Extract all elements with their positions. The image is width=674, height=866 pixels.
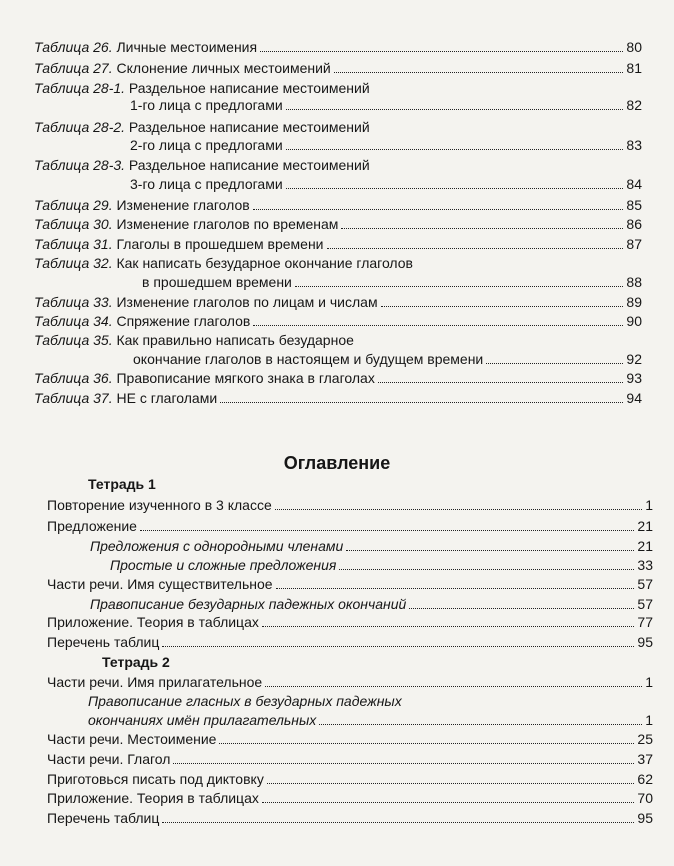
page-number: 62	[637, 771, 653, 787]
page-number: 37	[637, 751, 653, 767]
table-entry-continuation	[142, 273, 642, 291]
table-entry-continuation	[130, 136, 642, 154]
table-title: Как правильно написать безударное	[116, 332, 354, 348]
page-number: 95	[637, 634, 653, 650]
table-entry	[34, 118, 370, 136]
toc-entry	[47, 517, 653, 535]
table-entry	[34, 389, 642, 407]
page-number: 88	[626, 274, 642, 290]
page-number: 90	[626, 313, 642, 329]
table-title: Раздельное написание местоимений	[128, 80, 370, 96]
dot-leader	[220, 402, 623, 403]
page-number: 70	[637, 790, 653, 806]
dot-leader	[286, 109, 624, 110]
table-entry	[34, 215, 642, 233]
page-number: 85	[626, 197, 642, 213]
table-number: Таблица 26.	[34, 39, 113, 55]
table-entry	[34, 59, 642, 77]
toc-entry: Правописание гласных в безударных падежных	[88, 693, 402, 709]
table-title: Изменение глаголов	[116, 197, 250, 213]
toc-entry-text: Части речи. Глагол	[47, 751, 171, 767]
page-number: 93	[626, 370, 642, 386]
dot-leader	[162, 822, 634, 823]
toc-entry	[47, 750, 653, 768]
table-title: Раздельное написание местоимений	[128, 119, 370, 135]
dot-leader	[286, 188, 624, 189]
toc-entry-text: Приложение. Теория в таблицах	[47, 614, 259, 630]
book2-title: Тетрадь 2	[102, 654, 170, 670]
table-entry	[34, 38, 642, 56]
dot-leader	[286, 149, 624, 150]
page-number: 33	[637, 557, 653, 573]
dot-leader	[381, 306, 624, 307]
table-title: Раздельное написание местоимений	[128, 157, 370, 173]
toc-entry-text: окончаниях имён прилагательных	[88, 712, 317, 728]
table-entry	[34, 293, 642, 311]
dot-leader	[319, 724, 642, 725]
toc-entry-text: Правописание безударных падежных окончаний	[90, 596, 407, 612]
dot-leader	[378, 382, 624, 383]
dot-leader	[262, 626, 635, 627]
page-number: 1	[645, 497, 653, 513]
dot-leader	[341, 228, 623, 229]
table-title: Глаголы в прошедшем времени	[116, 236, 324, 252]
dot-leader	[334, 72, 624, 73]
table-number: Таблица 34.	[34, 313, 113, 329]
dot-leader	[295, 286, 624, 287]
table-entry	[34, 369, 642, 387]
table-title-line2: в прошедшем времени	[142, 274, 292, 290]
table-number: Таблица 35.	[34, 332, 113, 348]
toc-entry-text: Части речи. Местоимение	[47, 731, 217, 747]
toc-heading: Оглавление	[283, 453, 391, 473]
table-entry	[34, 312, 642, 330]
table-entry	[34, 254, 413, 272]
toc-entry-text: Повторение изученного в 3 классе	[47, 497, 272, 513]
dot-leader	[173, 763, 634, 764]
dot-leader	[486, 363, 623, 364]
toc-entry-text: Приготовься писать под диктовку	[47, 771, 264, 787]
table-number: Таблица 28-3.	[34, 157, 126, 173]
table-number: Таблица 33.	[34, 294, 113, 310]
table-number: Таблица 28-1.	[34, 80, 126, 96]
toc-entry	[47, 789, 653, 807]
table-title: Личные местоимения	[116, 39, 258, 55]
dot-leader	[140, 530, 634, 531]
toc-entry-text: Части речи. Имя прилагательное	[47, 674, 263, 690]
table-title-line2: 2-го лица с предлогами	[130, 137, 283, 153]
table-entry	[34, 79, 370, 97]
page-number: 84	[626, 176, 642, 192]
page-number: 92	[626, 351, 642, 367]
table-title-line2: 1-го лица с предлогами	[130, 97, 283, 113]
table-title: Как написать безударное окончание глаголов	[116, 255, 413, 271]
page-number: 25	[637, 731, 653, 747]
toc-entry-text: Предложение	[47, 518, 137, 534]
table-number: Таблица 36.	[34, 370, 113, 386]
page-number: 89	[626, 294, 642, 310]
table-entry-continuation	[130, 175, 642, 193]
table-entry	[34, 196, 642, 214]
toc-entry-text: Части речи. Имя существительное	[47, 576, 273, 592]
toc-entry	[47, 496, 653, 514]
page-number: 83	[626, 137, 642, 153]
dot-leader	[262, 802, 635, 803]
page-number: 21	[637, 518, 653, 534]
table-title: Правописание мягкого знака в глаголах	[116, 370, 375, 386]
page-number: 80	[626, 39, 642, 55]
dot-leader	[267, 783, 635, 784]
table-title: НЕ с глаголами	[116, 390, 218, 406]
page-number: 87	[626, 236, 642, 252]
table-entry	[34, 331, 354, 349]
dot-leader	[327, 248, 624, 249]
table-number: Таблица 37.	[34, 390, 113, 406]
dot-leader	[346, 550, 634, 551]
page-number: 81	[626, 60, 642, 76]
table-title: Изменение глаголов по временам	[116, 216, 339, 232]
page-number: 82	[626, 97, 642, 113]
table-entry	[34, 235, 642, 253]
toc-entry	[47, 633, 653, 651]
dot-leader	[219, 743, 634, 744]
dot-leader	[260, 51, 623, 52]
dot-leader	[162, 646, 634, 647]
page-number: 95	[637, 810, 653, 826]
table-title-line2: 3-го лица с предлогами	[130, 176, 283, 192]
toc-entry-continuation	[88, 711, 653, 729]
page-number: 21	[637, 538, 653, 554]
dot-leader	[265, 686, 642, 687]
dot-leader	[253, 209, 624, 210]
toc-entry	[47, 575, 653, 593]
table-number: Таблица 27.	[34, 60, 113, 76]
toc-entry-text: Перечень таблиц	[47, 634, 160, 650]
page-number: 86	[626, 216, 642, 232]
toc-entry	[90, 537, 653, 555]
table-title: Изменение глаголов по лицам и числам	[116, 294, 378, 310]
table-entry-continuation	[130, 96, 642, 114]
page-number: 94	[626, 390, 642, 406]
table-title: Спряжение глаголов	[116, 313, 251, 329]
toc-entry	[90, 595, 653, 613]
dot-leader	[253, 325, 623, 326]
toc-entry	[47, 673, 653, 691]
page-number: 1	[645, 712, 653, 728]
dot-leader	[275, 509, 642, 510]
table-number: Таблица 28-2.	[34, 119, 126, 135]
table-title: Склонение личных местоимений	[116, 60, 331, 76]
toc-entry	[47, 730, 653, 748]
toc-entry	[47, 613, 653, 631]
dot-leader	[339, 569, 634, 570]
table-number: Таблица 30.	[34, 216, 113, 232]
table-number: Таблица 32.	[34, 255, 113, 271]
table-entry-continuation	[133, 350, 642, 368]
table-entry	[34, 156, 370, 174]
page-number: 57	[637, 596, 653, 612]
page-number: 77	[637, 614, 653, 630]
toc-entry	[47, 809, 653, 827]
dot-leader	[409, 608, 634, 609]
table-number: Таблица 29.	[34, 197, 113, 213]
toc-entry-text: Перечень таблиц	[47, 810, 160, 826]
book1-title: Тетрадь 1	[88, 476, 156, 492]
toc-entry	[47, 770, 653, 788]
toc-entry-text: Предложения с однородными членами	[90, 538, 344, 554]
dot-leader	[276, 588, 635, 589]
toc-entry-text: Приложение. Теория в таблицах	[47, 790, 259, 806]
page-number: 1	[645, 674, 653, 690]
toc-entry	[110, 556, 653, 574]
page-number: 57	[637, 576, 653, 592]
table-title-line2: окончание глаголов в настоящем и будущем времени	[133, 351, 484, 367]
toc-entry-text: Простые и сложные предложения	[110, 557, 337, 573]
table-number: Таблица 31.	[34, 236, 113, 252]
